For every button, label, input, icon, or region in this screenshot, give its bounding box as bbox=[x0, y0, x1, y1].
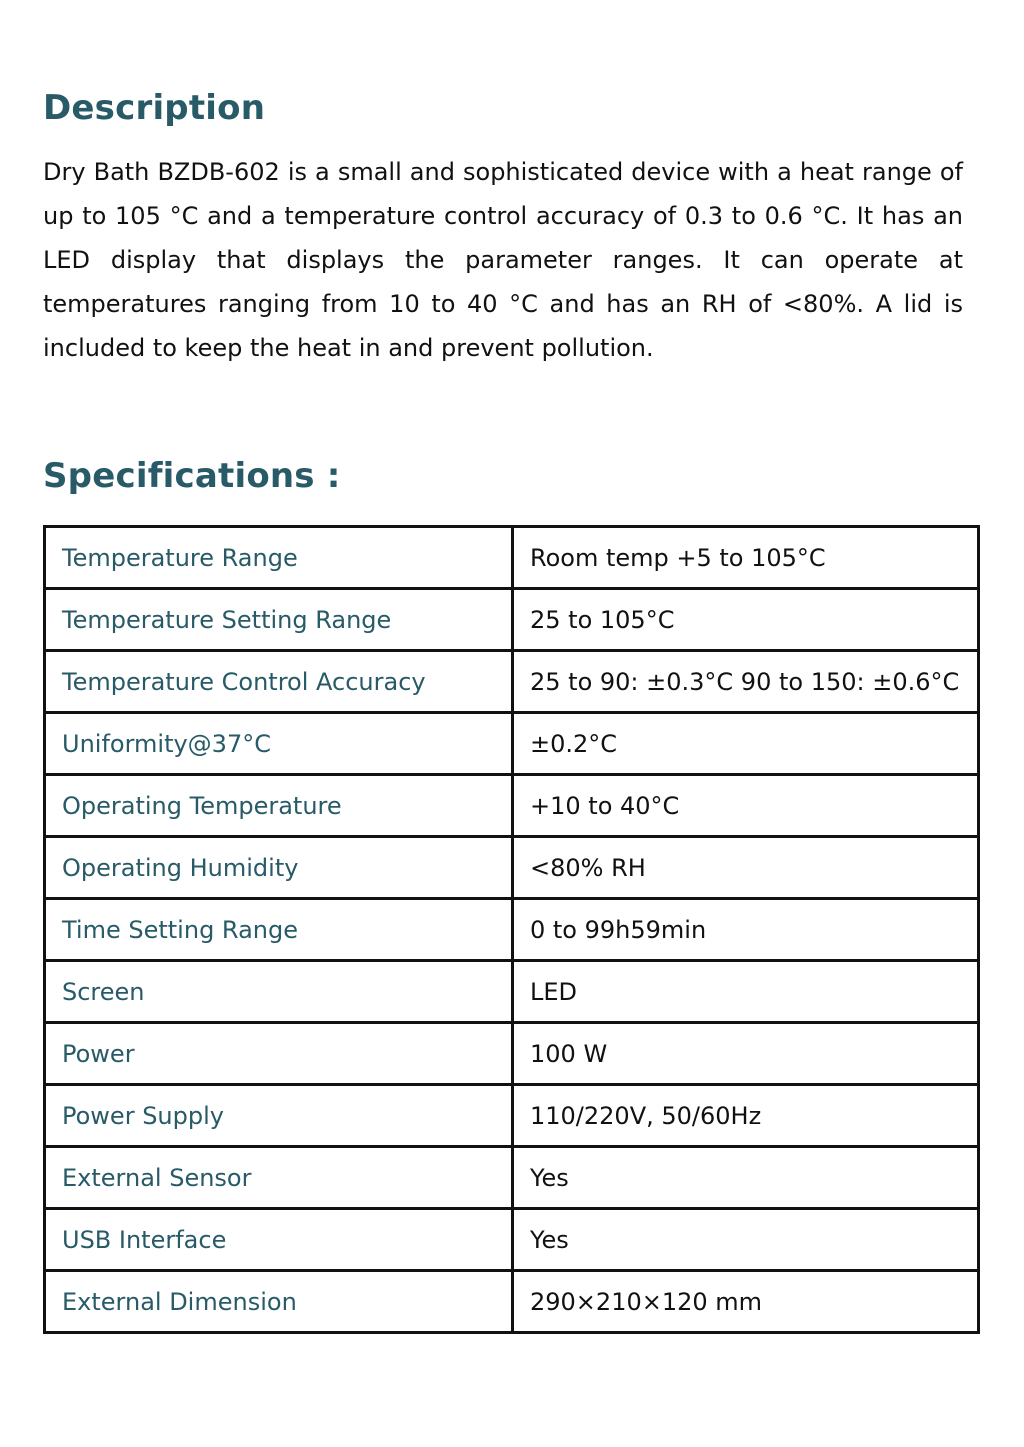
spec-label: Screen bbox=[45, 961, 513, 1023]
spec-value: 100 W bbox=[513, 1023, 979, 1085]
table-row bbox=[45, 1147, 979, 1209]
spec-value: +10 to 40°C bbox=[513, 775, 979, 837]
table-row bbox=[45, 837, 979, 899]
spec-label: USB Interface bbox=[45, 1209, 513, 1271]
spec-value: 25 to 90: ±0.3°C 90 to 150: ±0.6°C bbox=[513, 651, 979, 713]
spec-value: 25 to 105°C bbox=[513, 589, 979, 651]
specifications-heading: Specifications : bbox=[43, 456, 341, 496]
table-row bbox=[45, 1085, 979, 1147]
spec-value: 0 to 99h59min bbox=[513, 899, 979, 961]
spec-value: <80% RH bbox=[513, 837, 979, 899]
table-row bbox=[45, 651, 979, 713]
spec-label: External Dimension bbox=[45, 1271, 513, 1333]
spec-value: Yes bbox=[513, 1209, 979, 1271]
spec-label: Power Supply bbox=[45, 1085, 513, 1147]
table-row bbox=[45, 961, 979, 1023]
description-heading: Description bbox=[43, 88, 266, 128]
spec-label: Time Setting Range bbox=[45, 899, 513, 961]
table-row bbox=[45, 527, 979, 589]
spec-value: 290×210×120 mm bbox=[513, 1271, 979, 1333]
spec-value: Room temp +5 to 105°C bbox=[513, 527, 979, 589]
spec-label: Uniformity@37°C bbox=[45, 713, 513, 775]
table-row bbox=[45, 1023, 979, 1085]
table-row bbox=[45, 589, 979, 651]
spec-label: Temperature Control Accuracy bbox=[45, 651, 513, 713]
spec-label: Temperature Setting Range bbox=[45, 589, 513, 651]
spec-label: Operating Humidity bbox=[45, 837, 513, 899]
description-paragraph: Dry Bath BZDB-602 is a small and sophisticated device with a heat range of up to 105 °C and a temperature control accuracy of 0.3 to 0.6 °C. It has an LED display that displays the parameter ranges. It can operate at temperatures ranging from 10 to 40 °C and has an RH of <80%. A lid is included to keep the heat in and prevent pollution. bbox=[43, 158, 963, 362]
specifications-table bbox=[43, 525, 980, 1334]
spec-label: Power bbox=[45, 1023, 513, 1085]
table-row bbox=[45, 713, 979, 775]
table-row bbox=[45, 775, 979, 837]
spec-value: ±0.2°C bbox=[513, 713, 979, 775]
spec-label: Temperature Range bbox=[45, 527, 513, 589]
spec-value: LED bbox=[513, 961, 979, 1023]
spec-value: 110/220V, 50/60Hz bbox=[513, 1085, 979, 1147]
specifications-table-body bbox=[45, 527, 979, 1333]
table-row bbox=[45, 1271, 979, 1333]
table-row bbox=[45, 1209, 979, 1271]
spec-label: External Sensor bbox=[45, 1147, 513, 1209]
spec-label: Operating Temperature bbox=[45, 775, 513, 837]
table-row bbox=[45, 899, 979, 961]
spec-value: Yes bbox=[513, 1147, 979, 1209]
